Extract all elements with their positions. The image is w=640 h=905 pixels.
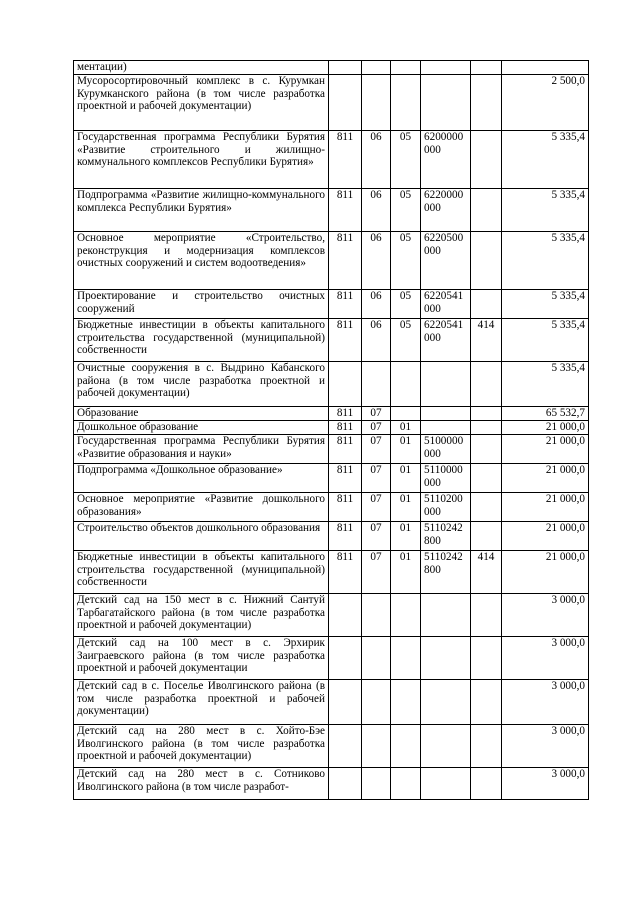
target-article xyxy=(421,421,471,435)
target-article: 6200000000 xyxy=(421,131,471,189)
section-code: 07 xyxy=(362,551,391,594)
ministry-code: 811 xyxy=(329,421,362,435)
table-row xyxy=(74,680,589,725)
amount: 5 335,4 xyxy=(502,319,589,362)
target-article: 6220000000 xyxy=(421,189,471,232)
ministry-code: 811 xyxy=(329,435,362,464)
amount: 5 335,4 xyxy=(502,232,589,290)
table-row xyxy=(74,362,589,407)
section-code xyxy=(362,680,391,725)
section-code: 07 xyxy=(362,493,391,522)
section-code: 07 xyxy=(362,435,391,464)
section-code xyxy=(362,594,391,637)
row-name: Дошкольное образование xyxy=(74,421,329,435)
table-row xyxy=(74,522,589,551)
ministry-code: 811 xyxy=(329,319,362,362)
target-article xyxy=(421,362,471,407)
target-article xyxy=(421,637,471,680)
row-name: Детский сад на 150 мест в с. Нижний Сантуй Тарбагатайского района (в том числе разработка проектной и рабочей документации) xyxy=(74,594,329,637)
expense-type xyxy=(471,61,502,75)
ministry-code: 811 xyxy=(329,464,362,493)
subsection-code xyxy=(391,680,421,725)
expense-type xyxy=(471,75,502,131)
ministry-code xyxy=(329,362,362,407)
table-row xyxy=(74,493,589,522)
row-name: Очистные сооружения в с. Выдрино Кабанского района (в том числе разработка проектной и рабочей документации) xyxy=(74,362,329,407)
section-code xyxy=(362,75,391,131)
amount: 5 335,4 xyxy=(502,362,589,407)
amount: 21 000,0 xyxy=(502,522,589,551)
ministry-code xyxy=(329,75,362,131)
ministry-code xyxy=(329,594,362,637)
table-row xyxy=(74,290,589,319)
row-name: Проектирование и строительство очистных сооружений xyxy=(74,290,329,319)
expense-type xyxy=(471,362,502,407)
subsection-code xyxy=(391,61,421,75)
table-row xyxy=(74,61,589,75)
ministry-code: 811 xyxy=(329,522,362,551)
expense-type xyxy=(471,637,502,680)
ministry-code: 811 xyxy=(329,493,362,522)
ministry-code xyxy=(329,725,362,768)
section-code: 06 xyxy=(362,131,391,189)
table-row xyxy=(74,232,589,290)
expense-type xyxy=(471,680,502,725)
expense-type xyxy=(471,522,502,551)
subsection-code xyxy=(391,637,421,680)
amount: 21 000,0 xyxy=(502,464,589,493)
row-name: Государственная программа Республики Бурятия «Развитие строительного и жилищно-коммунального комплексов Республики Бурятия» xyxy=(74,131,329,189)
target-article: 5110000000 xyxy=(421,464,471,493)
amount: 5 335,4 xyxy=(502,131,589,189)
section-code: 06 xyxy=(362,189,391,232)
target-article: 6220541000 xyxy=(421,290,471,319)
table-row xyxy=(74,725,589,768)
amount: 3 000,0 xyxy=(502,637,589,680)
ministry-code xyxy=(329,680,362,725)
amount: 5 335,4 xyxy=(502,290,589,319)
target-article xyxy=(421,75,471,131)
expense-type xyxy=(471,725,502,768)
amount: 2 500,0 xyxy=(502,75,589,131)
target-article xyxy=(421,725,471,768)
target-article: 5110242800 xyxy=(421,522,471,551)
subsection-code xyxy=(391,362,421,407)
subsection-code: 05 xyxy=(391,232,421,290)
amount: 21 000,0 xyxy=(502,551,589,594)
expense-type xyxy=(471,493,502,522)
target-article: 5110242800 xyxy=(421,551,471,594)
row-name: Бюджетные инвестиции в объекты капитального строительства государственной (муниципальной) собственности xyxy=(74,551,329,594)
expense-type xyxy=(471,290,502,319)
amount: 21 000,0 xyxy=(502,421,589,435)
section-code xyxy=(362,768,391,800)
row-name: Основное мероприятие «Строительство, реконструкция и модернизация комплексов очистных сооружений и систем водоотведения» xyxy=(74,232,329,290)
ministry-code xyxy=(329,61,362,75)
section-code: 07 xyxy=(362,407,391,421)
row-name: Образование xyxy=(74,407,329,421)
row-name: Бюджетные инвестиции в объекты капитального строительства государственной (муниципальной) собственности xyxy=(74,319,329,362)
subsection-code: 05 xyxy=(391,319,421,362)
section-code: 07 xyxy=(362,522,391,551)
table-row xyxy=(74,421,589,435)
table-row xyxy=(74,435,589,464)
row-name: Подпрограмма «Дошкольное образование» xyxy=(74,464,329,493)
expense-type xyxy=(471,407,502,421)
expense-type xyxy=(471,435,502,464)
table-body xyxy=(74,61,589,800)
table-row xyxy=(74,75,589,131)
ministry-code: 811 xyxy=(329,551,362,594)
amount: 65 532,7 xyxy=(502,407,589,421)
row-name: ментации) xyxy=(74,61,329,75)
subsection-code: 01 xyxy=(391,421,421,435)
target-article xyxy=(421,594,471,637)
amount: 3 000,0 xyxy=(502,725,589,768)
expense-type xyxy=(471,768,502,800)
subsection-code: 05 xyxy=(391,189,421,232)
target-article: 6220500000 xyxy=(421,232,471,290)
row-name: Мусоросортировочный комплекс в с. Курумкан Курумканского района (в том числе разработка проектной и рабочей документации) xyxy=(74,75,329,131)
amount: 5 335,4 xyxy=(502,189,589,232)
ministry-code: 811 xyxy=(329,290,362,319)
section-code: 06 xyxy=(362,290,391,319)
section-code xyxy=(362,637,391,680)
section-code: 06 xyxy=(362,232,391,290)
subsection-code: 05 xyxy=(391,131,421,189)
section-code: 06 xyxy=(362,319,391,362)
table-row xyxy=(74,594,589,637)
row-name: Детский сад на 100 мест в с. Эрхирик Заиграевского района (в том числе разработка проектной и рабочей документации xyxy=(74,637,329,680)
amount: 3 000,0 xyxy=(502,594,589,637)
table-row xyxy=(74,407,589,421)
table-row xyxy=(74,551,589,594)
expense-type xyxy=(471,464,502,493)
target-article: 6220541000 xyxy=(421,319,471,362)
ministry-code xyxy=(329,637,362,680)
target-article xyxy=(421,61,471,75)
document-page xyxy=(73,60,589,800)
row-name: Строительство объектов дошкольного образования xyxy=(74,522,329,551)
section-code xyxy=(362,362,391,407)
subsection-code xyxy=(391,594,421,637)
expense-type xyxy=(471,594,502,637)
target-article: 5110200000 xyxy=(421,493,471,522)
ministry-code xyxy=(329,768,362,800)
table-row xyxy=(74,464,589,493)
row-name: Детский сад на 280 мест в с. Сотниково Иволгинского района (в том числе разработ- xyxy=(74,768,329,800)
target-article: 5100000000 xyxy=(421,435,471,464)
subsection-code: 01 xyxy=(391,493,421,522)
table-row xyxy=(74,768,589,800)
subsection-code: 01 xyxy=(391,551,421,594)
subsection-code xyxy=(391,407,421,421)
row-name: Подпрограмма «Развитие жилищно-коммунального комплекса Республики Бурятия» xyxy=(74,189,329,232)
budget-table xyxy=(73,60,589,800)
table-row xyxy=(74,637,589,680)
section-code: 07 xyxy=(362,464,391,493)
amount: 3 000,0 xyxy=(502,768,589,800)
table-row xyxy=(74,131,589,189)
section-code: 07 xyxy=(362,421,391,435)
target-article xyxy=(421,768,471,800)
subsection-code: 01 xyxy=(391,522,421,551)
amount: 21 000,0 xyxy=(502,493,589,522)
section-code xyxy=(362,725,391,768)
expense-type xyxy=(471,189,502,232)
ministry-code: 811 xyxy=(329,131,362,189)
ministry-code: 811 xyxy=(329,189,362,232)
expense-type: 414 xyxy=(471,319,502,362)
amount: 3 000,0 xyxy=(502,680,589,725)
section-code xyxy=(362,61,391,75)
subsection-code: 01 xyxy=(391,435,421,464)
amount: 21 000,0 xyxy=(502,435,589,464)
subsection-code xyxy=(391,725,421,768)
subsection-code: 05 xyxy=(391,290,421,319)
table-row xyxy=(74,319,589,362)
row-name: Основное мероприятие «Развитие дошкольного образования» xyxy=(74,493,329,522)
expense-type xyxy=(471,131,502,189)
row-name: Государственная программа Республики Бурятия «Развитие образования и науки» xyxy=(74,435,329,464)
expense-type xyxy=(471,421,502,435)
subsection-code: 01 xyxy=(391,464,421,493)
subsection-code xyxy=(391,75,421,131)
expense-type: 414 xyxy=(471,551,502,594)
row-name: Детский сад в с. Поселье Иволгинского района (в том числе разработка проектной и рабочей документации) xyxy=(74,680,329,725)
row-name: Детский сад на 280 мест в с. Хойто-Бэе Иволгинского района (в том числе разработка проектной и рабочей документации) xyxy=(74,725,329,768)
target-article xyxy=(421,407,471,421)
ministry-code: 811 xyxy=(329,407,362,421)
amount xyxy=(502,61,589,75)
ministry-code: 811 xyxy=(329,232,362,290)
subsection-code xyxy=(391,768,421,800)
expense-type xyxy=(471,232,502,290)
target-article xyxy=(421,680,471,725)
table-row xyxy=(74,189,589,232)
